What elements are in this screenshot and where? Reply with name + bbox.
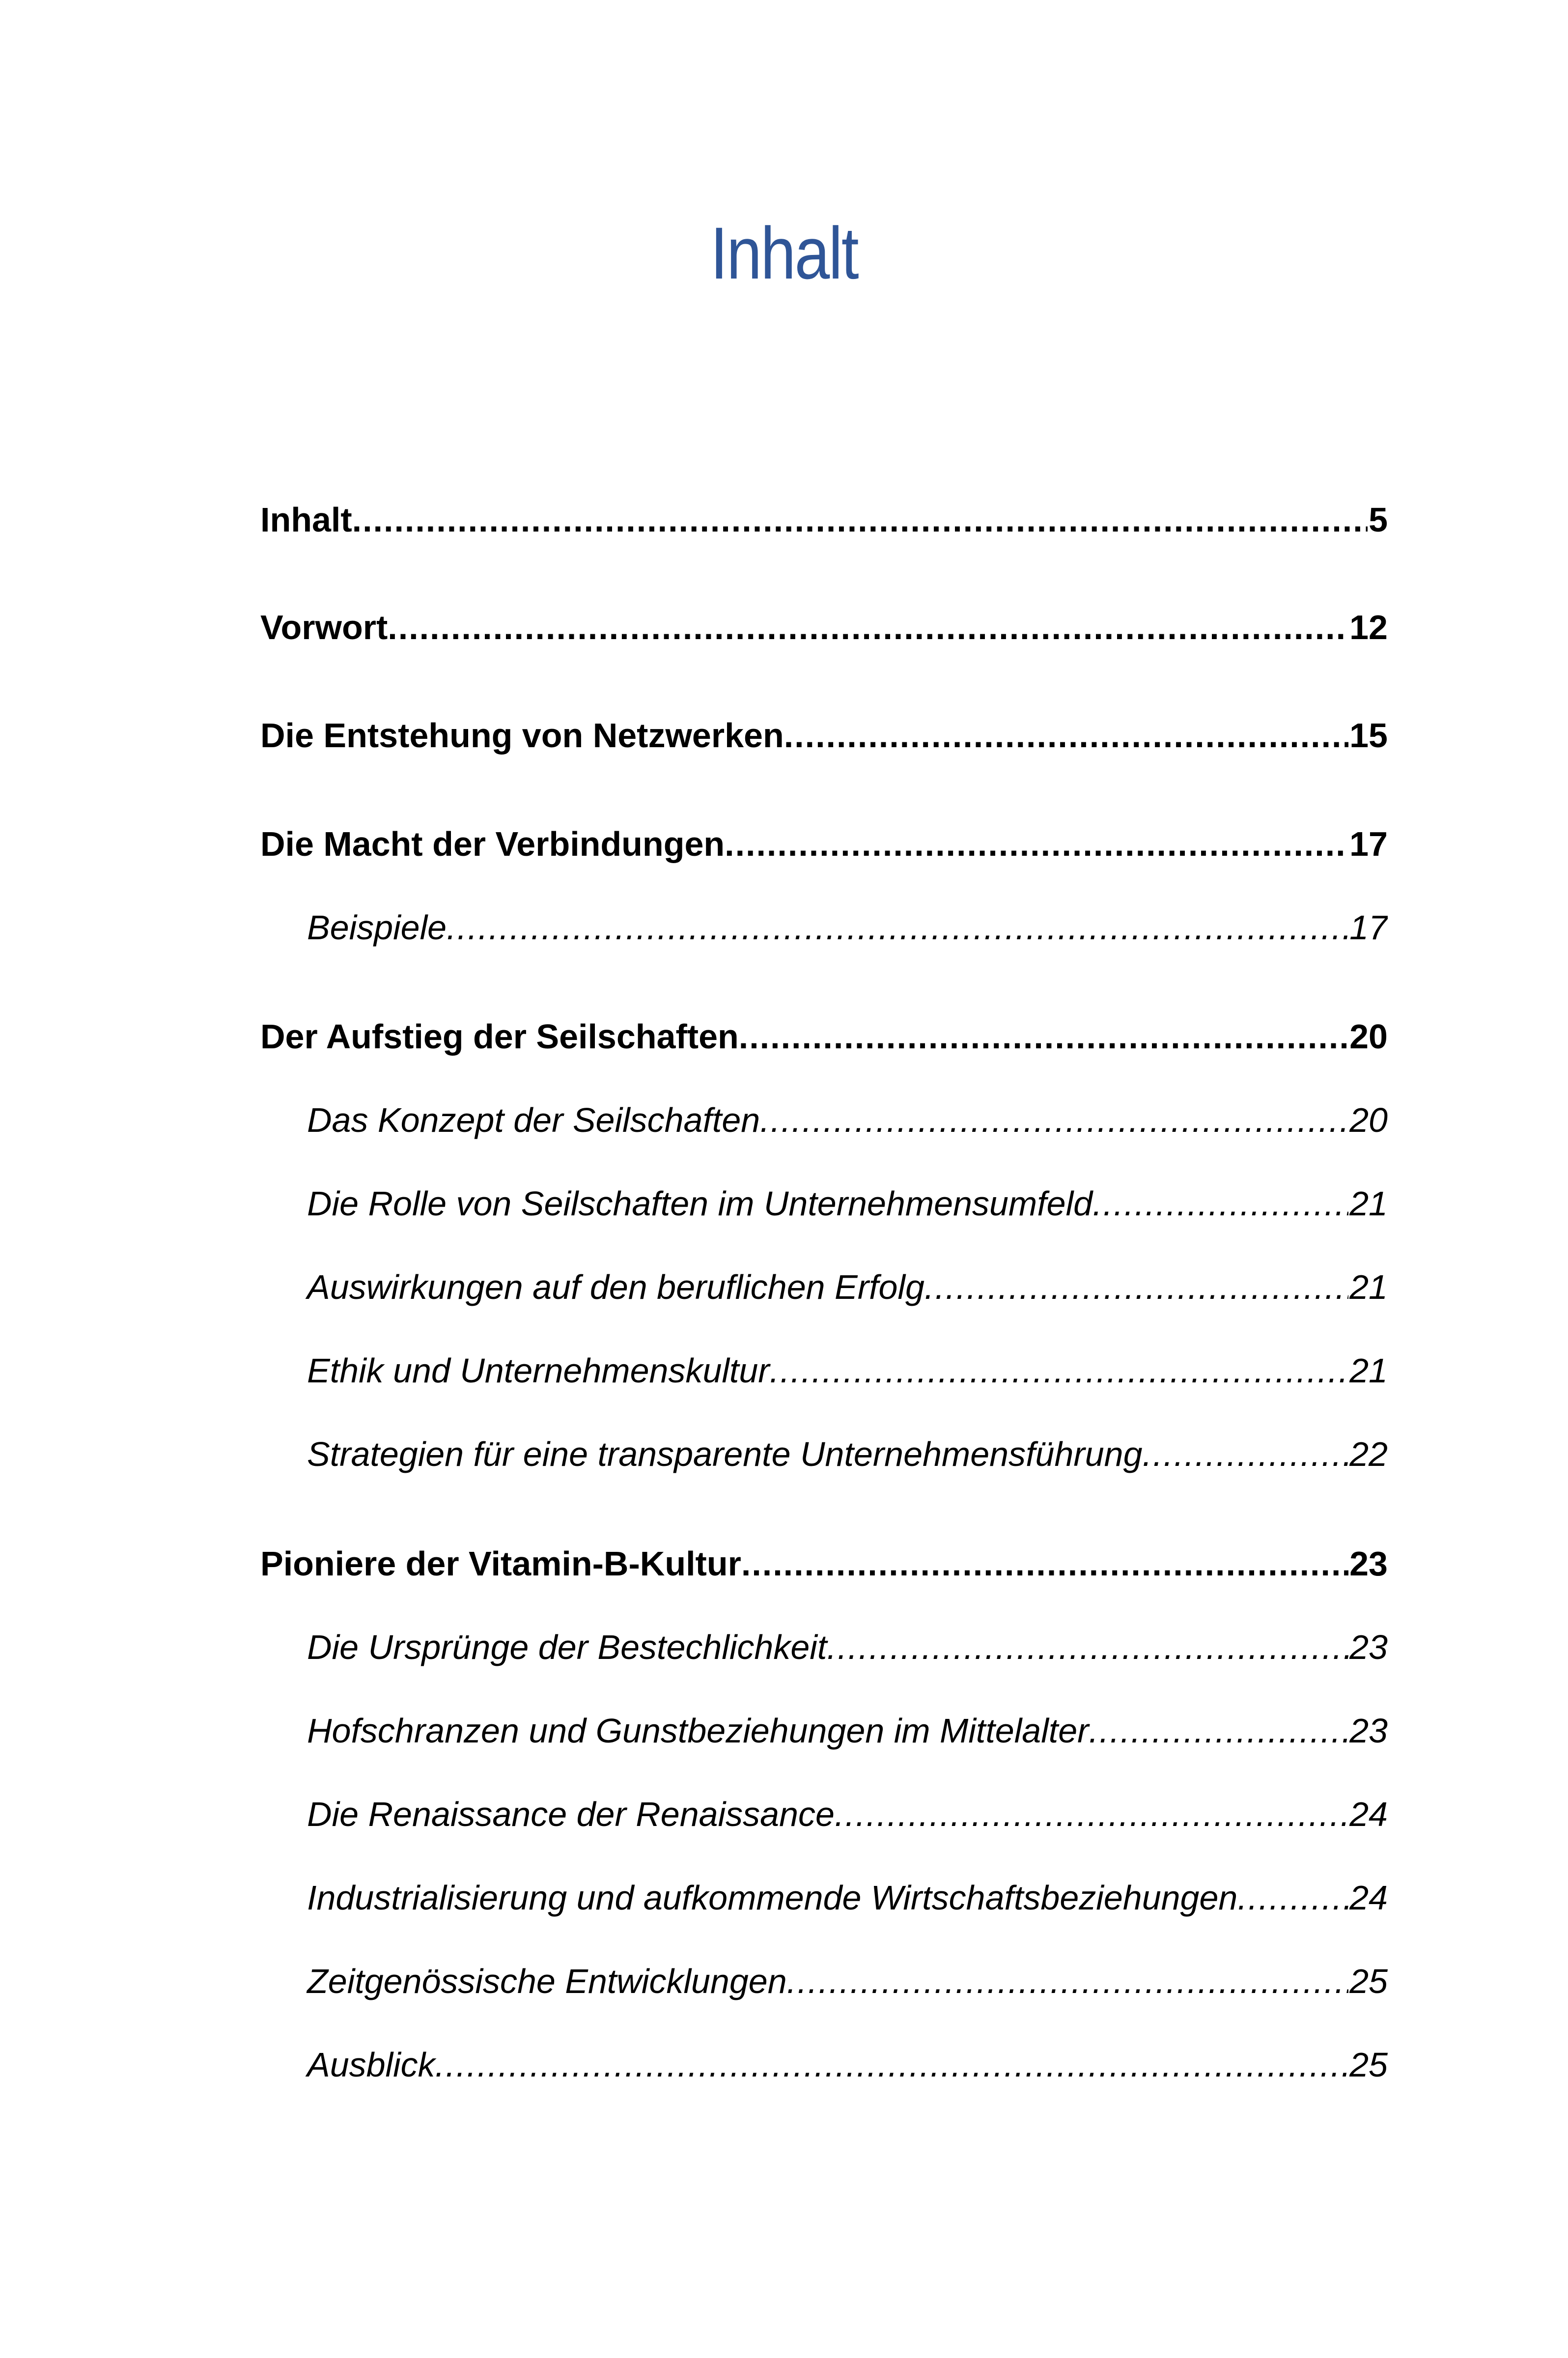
toc-subentry[interactable] [260, 903, 1388, 952]
toc-entry-label: Pioniere der Vitamin-B-Kultur [260, 1544, 741, 1583]
toc-dot-leader [435, 2040, 1348, 2089]
toc-entry-label: Hofschranzen und Gunstbeziehungen im Mittelalter [307, 1712, 1089, 1750]
toc-entry-label: Inhalt [260, 501, 352, 539]
toc-page-number: 24 [1349, 1879, 1388, 1917]
toc-subentry[interactable] [260, 1623, 1388, 1672]
toc-page-number: 20 [1349, 1017, 1388, 1056]
toc-page-number: 23 [1349, 1712, 1388, 1750]
toc-page-number: 12 [1349, 608, 1388, 646]
toc-entry[interactable] [260, 495, 1388, 544]
toc-dot-leader [1092, 1179, 1348, 1228]
toc-entry-label: Die Macht der Verbindungen [260, 825, 725, 863]
toc-entry[interactable] [260, 603, 1388, 652]
toc-dot-leader [1237, 1873, 1348, 1922]
toc-entry-label: Die Rolle von Seilschaften im Unternehmensumfeld [307, 1184, 1093, 1223]
toc-dot-leader [725, 819, 1348, 869]
toc-page-number: 25 [1349, 1962, 1388, 2000]
toc-page-number: 20 [1349, 1101, 1388, 1139]
toc-page-number: 23 [1349, 1628, 1388, 1666]
toc-page-number: 17 [1349, 908, 1388, 947]
toc-page-number: 21 [1349, 1184, 1388, 1223]
table-of-contents [260, 0, 1388, 2358]
toc-page-number: 22 [1349, 1435, 1388, 1473]
toc-entry-label: Ethik und Unternehmenskultur [307, 1351, 770, 1390]
toc-dot-leader [1143, 1430, 1349, 1479]
page-title: Inhalt [710, 212, 858, 294]
toc-page-number: 21 [1349, 1351, 1388, 1390]
toc-dot-leader [827, 1623, 1348, 1672]
toc-page-number: 23 [1349, 1544, 1388, 1583]
toc-entry-label: Der Aufstieg der Seilschaften [260, 1017, 739, 1056]
toc-dot-leader [352, 495, 1368, 544]
toc-page-number: 5 [1369, 501, 1388, 539]
toc-entry-label: Die Entstehung von Netzwerken [260, 716, 784, 755]
toc-dot-leader [1089, 1706, 1348, 1755]
toc-dot-leader [760, 1095, 1348, 1145]
toc-entry-label: Auswirkungen auf den beruflichen Erfolg [307, 1268, 924, 1306]
toc-dot-leader [770, 1346, 1349, 1395]
toc-entry-label: Zeitgenössische Entwicklungen [307, 1962, 787, 2000]
toc-page-number: 25 [1349, 2046, 1388, 2084]
toc-dot-leader [741, 1539, 1348, 1588]
toc-entry-label: Beispiele [307, 908, 447, 947]
toc-dot-leader [739, 1012, 1348, 1061]
toc-entry-label: Die Renaissance der Renaissance [307, 1795, 835, 1833]
toc-subentry[interactable] [260, 2040, 1388, 2089]
toc-page-number: 21 [1349, 1268, 1388, 1306]
toc-page-number: 15 [1349, 716, 1388, 755]
toc-entry[interactable] [260, 1539, 1388, 1588]
toc-entry-label: Strategien für eine transparente Unternehmensführung [307, 1435, 1143, 1473]
toc-entry-label: Die Ursprünge der Bestechlichkeit [307, 1628, 827, 1666]
toc-entry[interactable] [260, 819, 1388, 869]
toc-subentry[interactable] [260, 1706, 1388, 1755]
toc-dot-leader [784, 711, 1348, 760]
toc-entry[interactable] [260, 1012, 1388, 1061]
toc-dot-leader [787, 1957, 1348, 2006]
toc-subentry[interactable] [260, 1873, 1388, 1922]
toc-entry-label: Vorwort [260, 608, 388, 646]
toc-entry-label: Das Konzept der Seilschaften [307, 1101, 760, 1139]
toc-subentry[interactable] [260, 1095, 1388, 1145]
toc-subentry[interactable] [260, 1263, 1388, 1312]
toc-entry[interactable] [260, 711, 1388, 760]
toc-dot-leader [447, 903, 1348, 952]
toc-entry-label: Industrialisierung und aufkommende Wirtschaftsbeziehungen [307, 1879, 1238, 1917]
toc-dot-leader [924, 1263, 1348, 1312]
toc-subentry[interactable] [260, 1790, 1388, 1839]
toc-entry-label: Ausblick [307, 2046, 435, 2084]
toc-dot-leader [835, 1790, 1348, 1839]
toc-dot-leader [388, 603, 1348, 652]
toc-subentry[interactable] [260, 1430, 1388, 1479]
toc-page-number: 24 [1349, 1795, 1388, 1833]
toc-page-number: 17 [1349, 825, 1388, 863]
toc-subentry[interactable] [260, 1179, 1388, 1228]
toc-subentry[interactable] [260, 1957, 1388, 2006]
toc-subentry[interactable] [260, 1346, 1388, 1395]
